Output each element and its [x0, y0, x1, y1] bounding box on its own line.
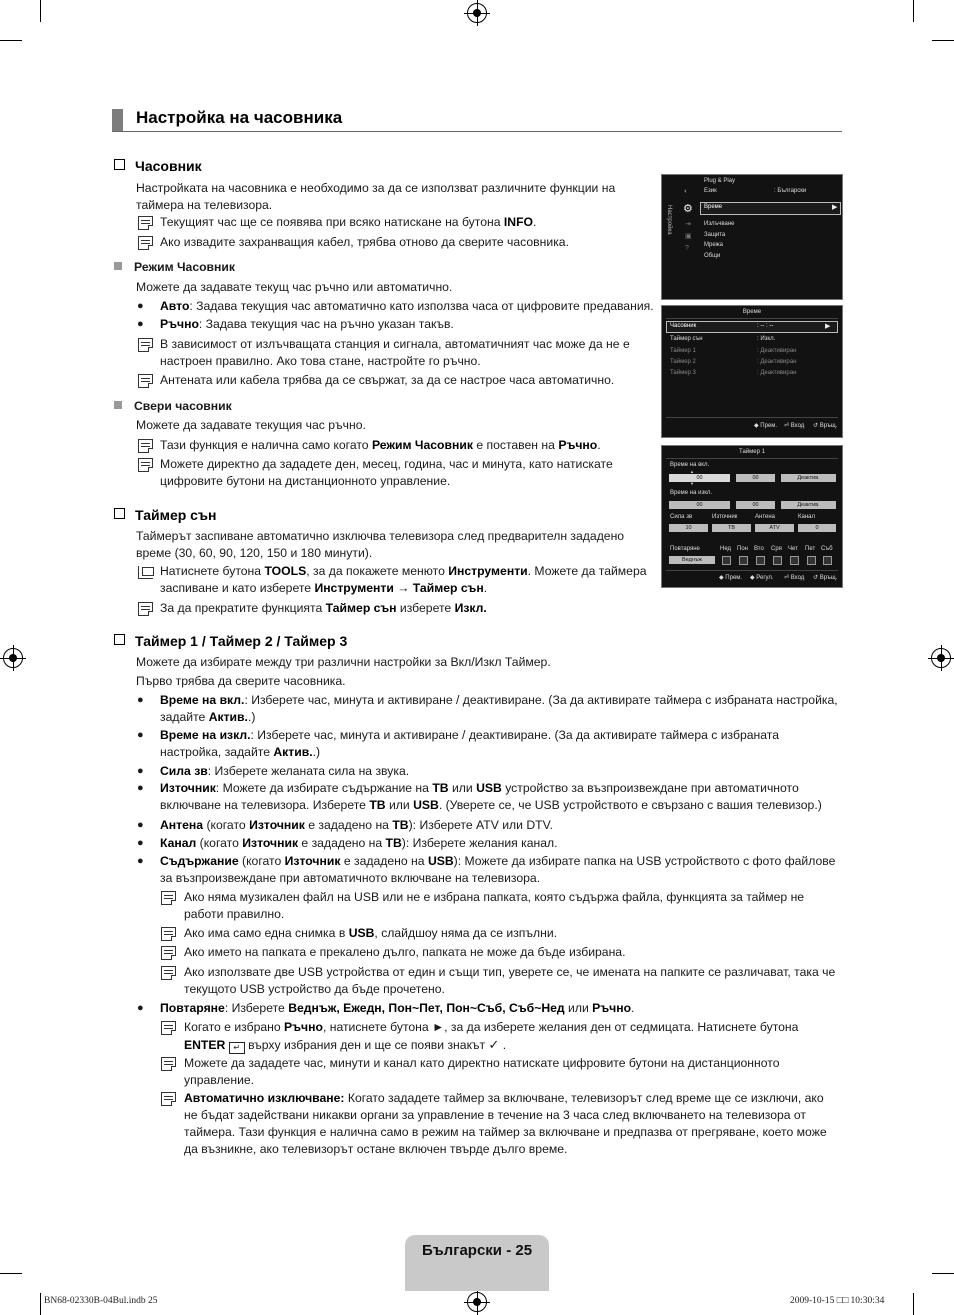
volume-label: Сила зв	[670, 514, 693, 520]
time-menu-title: Време	[742, 309, 762, 315]
crop-mark	[913, 0, 914, 22]
note-icon	[138, 458, 153, 472]
divider	[666, 458, 838, 459]
row-timer3-label[interactable]: Таймер 3	[670, 370, 696, 376]
source-field[interactable]: ТВ	[712, 524, 751, 532]
print-slug-date: 2009-10-15 □□ 10:30:34	[790, 1296, 885, 1306]
day-checkbox[interactable]	[739, 556, 748, 565]
repeat-note-3: Автоматично изключване: Когато зададете таймер за включване, телевизорът след време ще се изключи, ако не бъдат задействани никакви органи за управление в течение на 3 часа след включването на телевизора от таймера. Тази функция е налична само в режим на таймер за включване и предпазва от прегряване, което може да възникне, ако телевизорът остане включен твърде дълго време.	[184, 1091, 827, 1156]
clock-mode-desc: Можете да задавате текущ час ръчно или автоматично.	[136, 280, 453, 294]
off-state-field[interactable]: Деактив.	[781, 501, 836, 509]
clock-intro: Настройката на часовника е необходимо за да се използват различните функции на таймера на телевизора.	[136, 181, 616, 212]
arrow-right-icon: ▶	[832, 204, 838, 211]
day-checkbox[interactable]	[807, 556, 816, 565]
volume-field[interactable]: 10	[669, 524, 708, 532]
footer-enter: ⏎ Вход	[784, 423, 805, 429]
footer-move: ◆ Прем.	[719, 575, 743, 581]
set-clock-note-2: Можете директно да зададете ден, месец, година, час и минута, като натискате цифровите бутони на дистанционното управление.	[160, 457, 613, 488]
timer-source: Източник: Можете да избирате съдържание на ТВ или USB устройство за възпроизвеждане при автоматичното включване на телевизора. Изберете ТВ или USB. (Уверете се, че USB устройството е свързано с вашия телевизор.)	[160, 781, 822, 812]
row-timer1-label[interactable]: Таймер 1	[670, 348, 696, 354]
day-label: Чет	[788, 546, 798, 552]
row-clock-value: : -- : --	[757, 323, 774, 329]
title-marker	[112, 109, 123, 131]
timer-channel: Канал (когато Източник е зададено на ТВ): Изберете желания канал.	[160, 836, 558, 850]
arrow-right-icon: ▶	[825, 323, 831, 330]
note-icon	[138, 236, 153, 250]
day-label: Сря	[771, 546, 782, 552]
adjust-icon: ◆	[750, 575, 755, 581]
content-note-4: Ако използвате две USB устройства от един и същи тип, уверете се, че имената на папките се различават, така че текущото USB устройство да бъде прочетено.	[184, 965, 836, 996]
day-label: Пет	[805, 546, 816, 552]
support-menu-icon: ?	[685, 245, 689, 252]
timer-off-time: Време на изкл.: Изберете час, минута и активиране / деактивиране. (За да активирате таймера с избраната настройка, задайте Актив..)	[160, 728, 780, 759]
footer-enter: ⏎ Вход	[784, 575, 805, 581]
menu-item-time[interactable]: Време	[704, 204, 723, 210]
timer-content: Съдържание (когато Източник е зададено на USB): Можете да избирате папка на USB устройството с фото файлове за възпроизвеждане при автоматичното включване на телевизора.	[160, 854, 836, 885]
tools-icon	[138, 566, 153, 579]
bullet-icon: ●	[137, 300, 144, 312]
subheading-set-clock: Свери часовник	[114, 399, 232, 413]
note-icon	[138, 216, 153, 230]
registration-mark-icon	[3, 648, 23, 668]
timer-antenna: Антена (когато Източник е зададено на ТВ): Изберете ATV или DTV.	[160, 818, 553, 832]
footer-back: ↺ Връщ.	[813, 423, 838, 429]
crop-mark	[913, 1293, 914, 1315]
timers-intro-2: Първо трябва да сверите часовника.	[136, 674, 346, 688]
clock-mode-manual: Ръчно: Задава текущия час на ръчно указан такъв.	[160, 317, 454, 331]
footer-back: ↺ Връщ.	[813, 575, 838, 581]
crop-mark	[0, 40, 22, 41]
day-checkbox[interactable]	[756, 556, 765, 565]
return-icon: ↺	[813, 423, 819, 429]
bullet-icon: ●	[137, 318, 144, 330]
set-clock-note-1: Тази функция е налична само когато Режим Часовник е поставен на Ръчно.	[160, 438, 601, 452]
timer-volume: Сила зв: Изберете желаната сила на звука.	[160, 764, 410, 778]
footer-adjust: ◆ Регул.	[750, 575, 774, 581]
clock-note-2: Ако извадите захранващия кабел, трябва отново да сверите часовника.	[160, 235, 569, 249]
off-time-label: Време на изкл.	[670, 490, 713, 496]
setup-menu-screenshot	[661, 174, 843, 300]
sleep-intro: Таймерът заспиване автоматично изключва телевизора след предварителн зададено време (30, 60, 90, 120, 150 и 180 минути).	[136, 529, 625, 560]
note-icon	[161, 946, 176, 960]
row-clock-label[interactable]: Часовник	[670, 323, 697, 329]
content-note-3: Ако името на папката е прекалено дълго, папката не може да бъде избирана.	[184, 945, 626, 959]
bullet-icon: ●	[137, 782, 144, 794]
registration-mark-icon	[931, 648, 951, 668]
registration-mark-icon	[467, 3, 487, 23]
bullet-icon: ●	[137, 819, 144, 831]
bullet-icon: ●	[137, 1002, 144, 1014]
move-icon: ◆	[754, 423, 759, 429]
crop-mark	[932, 1273, 954, 1274]
divider	[666, 318, 838, 319]
note-icon	[138, 374, 153, 388]
off-minute-field[interactable]: 00	[736, 501, 775, 509]
note-icon	[161, 891, 176, 905]
menu-item[interactable]: Мрежа	[704, 242, 723, 248]
divider	[666, 570, 838, 571]
channel-label: Канал	[798, 514, 815, 520]
on-hour-field[interactable]: 00	[669, 474, 730, 482]
day-checkbox[interactable]	[722, 556, 731, 565]
input-menu-icon: ⇥	[685, 221, 691, 228]
footer-move: ◆ Прем.	[754, 423, 778, 429]
antenna-field[interactable]: ATV	[755, 524, 794, 532]
note-icon	[138, 439, 153, 453]
row-sleep-label[interactable]: Таймер сън	[670, 336, 703, 342]
menu-item[interactable]: Защита	[704, 232, 726, 238]
section-heading-sleep: Таймер сън	[114, 507, 216, 523]
on-state-field[interactable]: Деактив.	[781, 474, 836, 482]
subheading-clock-mode: Режим Часовник	[114, 260, 235, 274]
crop-mark	[40, 1293, 41, 1315]
arrow-down-icon: ▼	[690, 481, 694, 486]
sleep-tools-note: Натиснете бутона TOOLS, за да покажете менюто Инструменти. Можете да таймера заспиване и като изберете Инструменти → Таймер сън.	[160, 564, 647, 595]
channel-field[interactable]: 0	[798, 524, 836, 532]
divider	[666, 417, 838, 418]
row-sleep-value: : Изкл.	[757, 336, 776, 342]
clock-note-1: Текущият час ще се появява при всяко натискане на бутона INFO.	[160, 215, 537, 229]
timer-on-time: Време на вкл.: Изберете час, минута и активиране / деактивиране. (За да активирате таймера с избраната настройка, задайте Актив..)	[160, 693, 838, 724]
app-menu-icon: ▣	[685, 233, 692, 240]
timer-repeat: Повтаряне: Изберете Веднъж, Ежедн, Пон~Пет, Пон~Съб, Съб~Нед или Ръчно.	[160, 1001, 635, 1015]
menu-item[interactable]: Излъчване	[704, 221, 735, 227]
picture-menu-icon: ◐	[684, 188, 689, 195]
menu-item[interactable]: Общи	[704, 253, 721, 259]
section-heading-clock: Часовник	[114, 158, 202, 174]
day-label: Вто	[754, 546, 764, 552]
set-clock-desc: Можете да задавате текущия час ръчно.	[136, 418, 366, 432]
repeat-label: Повтаряне	[670, 546, 700, 552]
note-icon	[138, 602, 153, 616]
setup-gear-icon: ⚙	[683, 203, 693, 215]
repeat-note-2: Можете да зададете час, минути и канал като директно натискате цифровите бутони на дистанционното управление.	[184, 1056, 780, 1087]
row-timer3-value: : Деактивиран	[757, 370, 797, 376]
row-timer2-value: : Деактивиран	[757, 359, 797, 365]
print-slug-file: BN68-02330B-04Bul.indb 25	[44, 1296, 158, 1306]
row-timer1-value: : Деактивиран	[757, 348, 797, 354]
day-checkbox[interactable]	[790, 556, 799, 565]
enter-icon: ↵	[229, 1042, 245, 1054]
note-icon	[161, 1092, 176, 1106]
repeat-note-1: Когато е избрано Ръчно, натиснете бутона ►, за да изберете желания ден от седмицата. Натиснете бутона ENTER ↵ върху избрания ден и ще се появи знакът ✓ .	[184, 1020, 799, 1052]
bullet-icon: ●	[137, 765, 144, 777]
day-label: Нед	[720, 546, 732, 552]
sleep-note: За да прекратите функцията Таймер сън изберете Изкл.	[160, 601, 487, 615]
clock-mode-note-2: Антената или кабела трябва да се свържат, за да се настрое часа автоматично.	[160, 373, 615, 387]
bullet-icon: ●	[137, 729, 144, 741]
menu-item[interactable]: Plug & Play	[704, 178, 736, 184]
bullet-icon: ●	[137, 837, 144, 849]
source-label: Източник	[712, 514, 738, 520]
bullet-icon: ●	[137, 855, 144, 867]
arrow-up-icon: ▲	[690, 469, 694, 474]
content-note-2: Ако има само една снимка в USB, слайдшоу няма да се изпълни.	[184, 926, 558, 940]
note-icon	[161, 1057, 176, 1071]
crop-mark	[0, 1273, 22, 1274]
move-icon: ◆	[719, 575, 724, 581]
day-label: Пон	[737, 546, 748, 552]
day-checkbox[interactable]	[773, 556, 782, 565]
note-icon	[138, 338, 153, 352]
page-number: Български - 25	[421, 1242, 533, 1259]
note-icon	[161, 927, 176, 941]
repeat-field[interactable]: Веднъж	[669, 556, 715, 564]
timer1-screenshot	[661, 445, 843, 588]
return-icon: ↺	[813, 575, 819, 581]
row-timer2-label[interactable]: Таймер 2	[670, 359, 696, 365]
clock-mode-note-1: В зависимост от излъчващата станция и сигнала, автоматичният час може да не е настроен правилно. Ако това стане, настройте го ръчно.	[160, 337, 630, 368]
page-title: Настройка на часовника	[136, 108, 343, 127]
antenna-label: Антена	[755, 514, 775, 520]
title-rule	[112, 131, 842, 132]
setup-side-label: Настройка	[666, 205, 672, 235]
bullet-icon: ●	[137, 694, 144, 706]
timer1-title: Таймер 1	[739, 449, 765, 455]
day-label: Съб	[821, 546, 833, 552]
time-menu-screenshot	[661, 305, 843, 438]
on-minute-field[interactable]: 00	[736, 474, 775, 482]
note-icon	[161, 966, 176, 980]
registration-mark-icon	[467, 1292, 487, 1312]
note-icon	[161, 1021, 176, 1035]
clock-mode-auto: Авто: Задава текущия час автоматично като използва часа от цифровите предавания.	[160, 299, 654, 313]
menu-item[interactable]: Език	[704, 188, 717, 194]
language-value: : Български	[774, 188, 807, 194]
crop-mark	[932, 40, 954, 41]
crop-mark	[40, 0, 41, 22]
on-time-label: Време на вкл.	[670, 462, 710, 468]
enter-icon: ⏎	[784, 575, 790, 581]
section-heading-timers: Таймер 1 / Таймер 2 / Таймер 3	[114, 633, 347, 649]
day-checkbox[interactable]	[823, 556, 832, 565]
enter-icon: ⏎	[784, 423, 790, 429]
content-note-1: Ако няма музикален файл на USB или не е избрана папката, която съдържа файла, функцията за таймер не работи правилно.	[184, 890, 805, 921]
off-hour-field[interactable]: 00	[669, 501, 730, 509]
checkmark-icon: ✓	[488, 1037, 500, 1052]
timers-intro-1: Можете да избирате между три различни настройки за Вкл/Изкл Таймер.	[136, 655, 551, 669]
